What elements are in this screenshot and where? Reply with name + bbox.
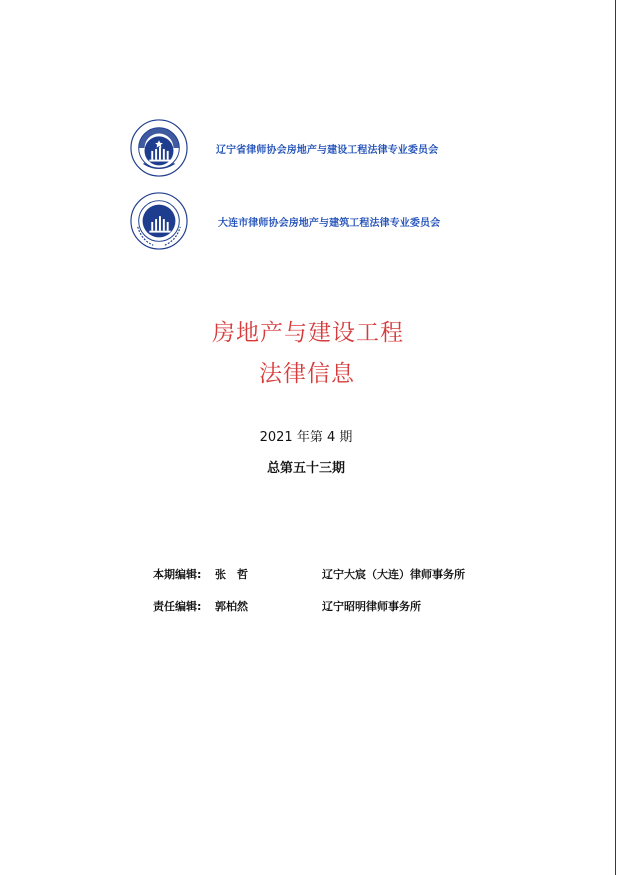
credit-row-responsible-editor bbox=[153, 598, 421, 614]
document-title-line-2: 法律信息 bbox=[259, 361, 355, 387]
credit-firm: 辽宁昭明律师事务所 bbox=[322, 600, 421, 613]
organization-row-liaoning bbox=[130, 119, 438, 177]
credit-person: 郭柏然 bbox=[215, 600, 248, 613]
dalian-lawyers-association-seal-icon bbox=[130, 192, 188, 250]
issue-number: 2021 年第 4 期 bbox=[259, 430, 353, 445]
organization-row-dalian bbox=[130, 192, 440, 250]
credit-row-issue-editor bbox=[153, 566, 465, 582]
total-issue-number: 总第五十三期 bbox=[266, 461, 345, 476]
credit-firm: 辽宁大宸（大连）律师事务所 bbox=[322, 568, 465, 581]
credit-person: 张 哲 bbox=[215, 568, 248, 581]
page-edge-divider bbox=[615, 0, 617, 875]
credit-role: 本期编辑: bbox=[153, 568, 202, 581]
organization-name-liaoning: 辽宁省律师协会房地产与建设工程法律专业委员会 bbox=[216, 144, 439, 156]
credit-role: 责任编辑: bbox=[153, 600, 202, 613]
liaoning-lawyers-association-seal-icon bbox=[130, 119, 188, 177]
organization-name-dalian: 大连市律师协会房地产与建筑工程法律专业委员会 bbox=[218, 217, 441, 229]
document-title-line-1: 房地产与建设工程 bbox=[212, 320, 404, 346]
